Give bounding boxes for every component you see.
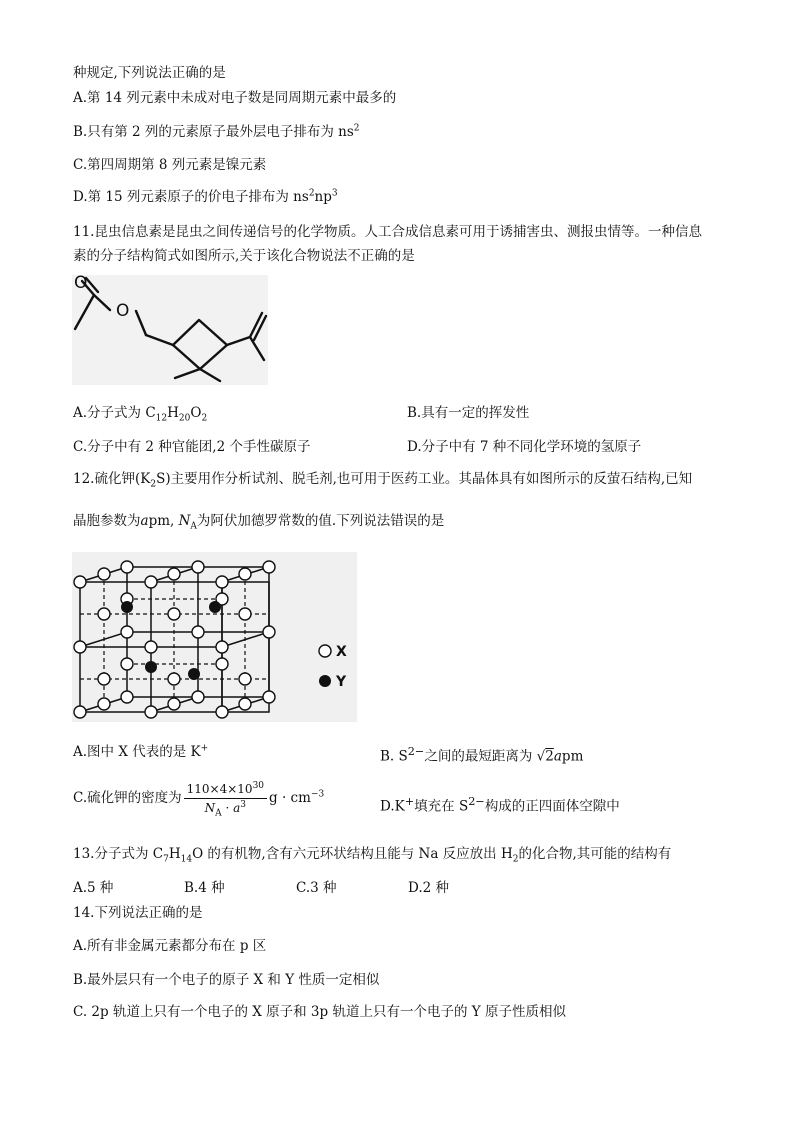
q13-option-c: C.3 种 xyxy=(296,880,337,896)
q12-option-b: B. $S^{2-}$之间的最短距离为 √2apm xyxy=(380,745,584,765)
q10-option-a: A.第 14 列元素中未成对电子数是同周期元素中最多的 xyxy=(73,90,397,106)
legend-x-label: X xyxy=(336,644,347,660)
q13-option-b: B.4 种 xyxy=(184,880,225,896)
anti-fluorite-lattice xyxy=(72,552,357,722)
q14-stem: 14.下列说法正确的是 xyxy=(73,905,203,921)
q14-option-b: B.最外层只有一个电子的原子 X 和 Y 性质一定相似 xyxy=(73,972,380,988)
q10-option-b: B.只有第 2 列的元素原子最外层电子排布为 $ns^2$ xyxy=(73,123,360,140)
q10-intro: 种规定,下列说法正确的是 xyxy=(73,65,226,81)
oxygen-label-ester: O xyxy=(116,301,130,321)
q14-option-a: A.所有非金属元素都分布在 p 区 xyxy=(73,938,267,954)
q11-option-c: C.分子中有 2 种官能团,2 个手性碳原子 xyxy=(73,439,311,455)
q10-option-d: D.第 15 列元素原子的价电子排布为 $ns^2np^3$ xyxy=(73,188,338,205)
legend-y-label: Y xyxy=(336,674,347,690)
q11-stem-line1: 11.昆虫信息素是昆虫之间传递信号的化学物质。人工合成信息素可用于诱捕害虫、测报虫情等。一种信息 xyxy=(73,224,702,240)
molecule-structure-figure xyxy=(72,275,268,385)
q12-stem-line2: 晶胞参数为apm, $N_A$为阿伏加德罗常数的值.下列说法错误的是 xyxy=(73,513,445,532)
q10-option-c: C.第四周期第 8 列元素是镍元素 xyxy=(73,157,267,173)
crystal-structure-figure xyxy=(72,552,357,722)
q11-option-b: B.具有一定的挥发性 xyxy=(407,405,530,421)
legend-y-marker xyxy=(319,675,331,687)
molecule-skeletal-formula xyxy=(72,275,268,385)
q11-option-a: A.分子式为 $C_{12}H_{20}O_2$ xyxy=(73,405,208,424)
q12-option-d: D.K+填充在 $S^{2-}$构成的正四面体空隙中 xyxy=(380,795,620,815)
q12-option-c: C.硫化钾的密度为 $\frac{110\times 4\times 10^{30}}{N_A \cdot a^3}$ $g \cdot cm^{-3}$ xyxy=(73,781,325,819)
legend-x-marker xyxy=(319,645,331,657)
q11-stem-line2: 素的分子结构简式如图所示,关于该化合物说法不正确的是 xyxy=(73,248,415,264)
density-fraction: $\frac{110\times 4\times 10^{30}}{N_A \cdot a^3}$ xyxy=(184,782,267,815)
q12-stem-line1: 12.硫化钾$(K_2S)$主要用作分析试剂、脱毛剂,也可用于医药工业。其晶体具有如图所示的反萤石结构,已知 xyxy=(73,471,693,490)
q11-option-d: D.分子中有 7 种不同化学环境的氢原子 xyxy=(407,439,642,455)
oxygen-label-carbonyl: O xyxy=(74,275,88,293)
q14-option-c: C. 2p 轨道上只有一个电子的 X 原子和 3p 轨道上只有一个电子的 Y 原子性质相似 xyxy=(73,1004,566,1020)
q13-stem: 13.分子式为 $C_7H_{14}O$ 的有机物,含有六元环状结构且能与 Na 反应放出 $H_2$的化合物,其可能的结构有 xyxy=(73,846,672,865)
q12-option-a: A.图中 X 代表的是 K+ xyxy=(73,743,209,760)
q13-option-a: A.5 种 xyxy=(73,880,114,896)
q13-option-d: D.2 种 xyxy=(408,880,450,896)
